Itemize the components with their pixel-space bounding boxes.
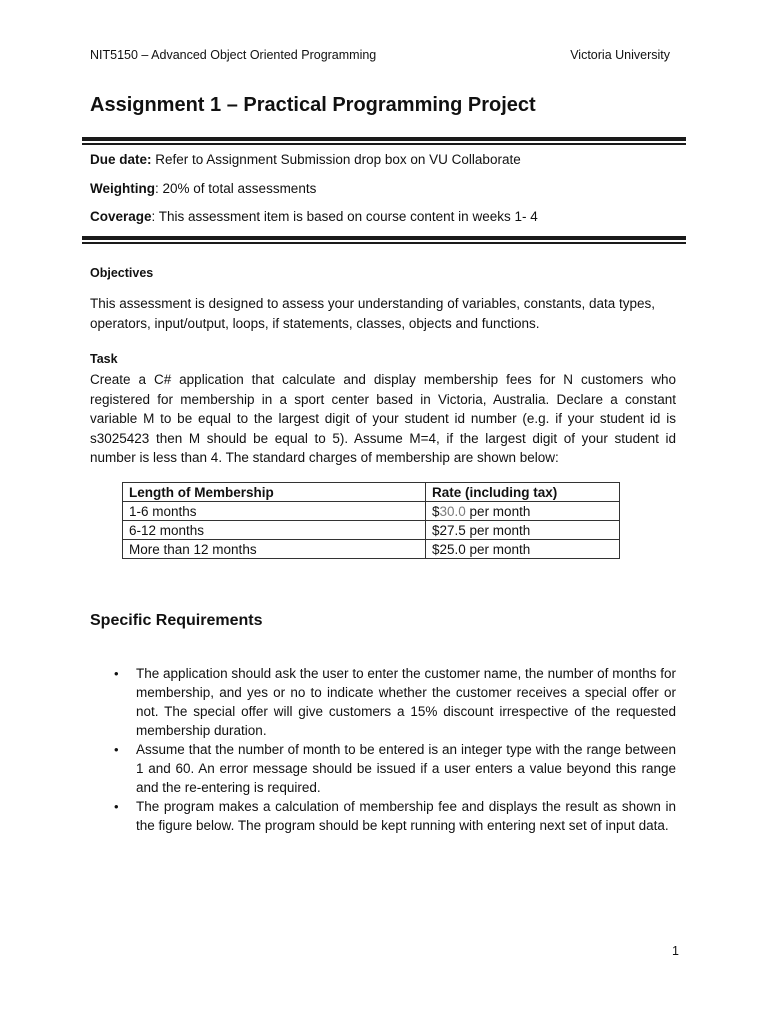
weighting-line: [90, 181, 316, 196]
coverage-label: Coverage: [90, 209, 152, 224]
rate-unit: per month: [465, 503, 531, 519]
bullet-icon: •: [114, 799, 119, 814]
objectives-heading: Objectives: [90, 266, 154, 280]
coverage-line: [90, 209, 538, 224]
requirements-list: [112, 664, 676, 835]
header-length: Length of Membership: [123, 483, 426, 502]
cell-length: More than 12 months: [123, 540, 426, 559]
requirement-text: Assume that the number of month to be entered is an integer type with the range between 1 and 60. An error message should be issued if a user enters a value beyond this range and the re-entering is required.: [136, 742, 676, 795]
rate-amount: 30.0: [439, 503, 466, 519]
bullet-icon: •: [114, 666, 119, 681]
cell-rate: $25.0 per month: [426, 540, 620, 559]
weighting-label: Weighting: [90, 181, 155, 196]
table-row: [123, 502, 620, 521]
due-date-text: Refer to Assignment Submission drop box on VU Collaborate: [151, 152, 521, 167]
top-divider: [82, 137, 686, 146]
specific-requirements-heading: Specific Requirements: [90, 612, 263, 629]
list-item: [112, 664, 676, 740]
cell-rate: [426, 502, 620, 521]
university-name: Victoria University: [570, 48, 670, 62]
bottom-divider: [82, 236, 686, 245]
task-text: Create a C# application that calculate and display membership fees for N customers who registered for membership in a sport center based in Victoria, Australia. Declare a constant variable M to be equal to the largest digit of your student id number (e.g. if your student id is s3025423 then M should be equal to 5). Assume M=4, if the largest digit of your student id number is less than 4. The standard charges of membership are shown below:: [90, 372, 676, 465]
due-date-line: [90, 152, 521, 167]
rate-currency: $: [432, 503, 440, 519]
due-date-label: Due date:: [90, 152, 152, 167]
assignment-title: Assignment 1 – Practical Programming Project: [90, 94, 536, 116]
objectives-text: This assessment is designed to assess your understanding of variables, constants, data types, operators, input/output, loops, if statements, classes, objects and functions.: [90, 296, 656, 331]
cell-length: 6-12 months: [123, 521, 426, 540]
table-row: [123, 521, 620, 540]
weighting-text: : 20% of total assessments: [155, 181, 317, 196]
coverage-text: : This assessment item is based on course content in weeks 1- 4: [151, 209, 538, 224]
cell-rate: $27.5 per month: [426, 521, 620, 540]
bullet-icon: •: [114, 742, 119, 757]
cell-length: 1-6 months: [123, 502, 426, 521]
course-title: NIT5150 – Advanced Object Oriented Programming: [90, 48, 377, 62]
requirement-text: The application should ask the user to enter the customer name, the number of months for membership, and yes or no to indicate whether the customer receives a special offer or not. The special offer will give customers a 15% discount irrespective of the requested membership duration.: [136, 666, 676, 738]
table-row: [123, 540, 620, 559]
table-header-row: [123, 483, 620, 502]
page-number: 1: [672, 944, 679, 958]
list-item: [112, 740, 676, 797]
membership-rates-table: [122, 482, 620, 559]
list-item: [112, 797, 676, 835]
requirement-text: The program makes a calculation of membership fee and displays the result as shown in the figure below. The program should be kept running with entering next set of input data.: [136, 799, 676, 833]
task-heading: Task: [90, 352, 118, 366]
page-header: [90, 48, 670, 62]
header-rate: Rate (including tax): [426, 483, 620, 502]
